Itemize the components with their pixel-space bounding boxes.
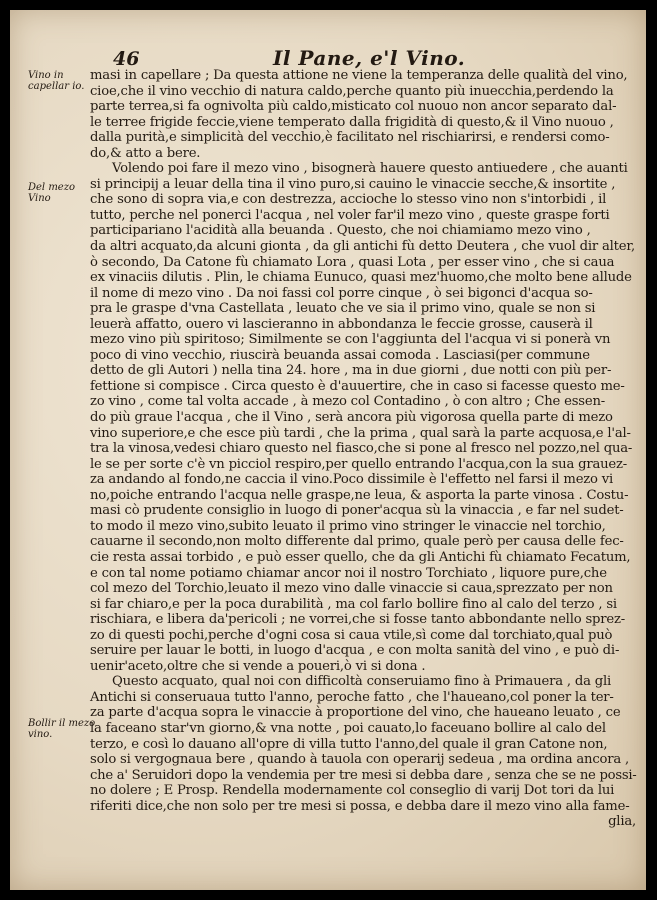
- text-line: da altri acquato,da alcuni gionta , da gli antichi fù detto Deutera , che vuol dir alter,: [90, 239, 635, 255]
- text-line: do,& atto a bere.: [90, 145, 201, 161]
- text-line: za parte d'acqua sopra le vinaccie à proportione del vino, che haueano leuato , ce: [90, 705, 621, 721]
- text-line: le se per sorte c'è vn picciol respiro,per quello entrando l'acqua,con la sua grauez-: [90, 456, 628, 472]
- margin-note: Del mezo Vino: [28, 182, 76, 204]
- text-line: ò secondo, Da Catone fù chiamato Lora , quasi Lota , per esser vino , che si caua: [90, 254, 615, 270]
- text-line: pra le graspe d'vna Castellata , leuato che ve sia il primo vino, quale se non si: [90, 301, 596, 317]
- text-line: seruire per lauar le botti, in luogo d'acqua , e con molta sanità del vino , e può di-: [90, 643, 620, 659]
- text-line: rischiara, e libera da'pericoli ; ne vorrei,che si fosse tanto abbondante nello sprez-: [90, 612, 625, 628]
- text-line: Questo acquato, qual noi con difficoltà conseruiamo fino à Primauera , da gli: [112, 674, 612, 690]
- text-line: e con tal nome potiamo chiamar ancor noi il nostro Torchiato , liquore pure,che: [90, 565, 607, 581]
- text-line: parte terrea,si fa ognivolta più caldo,misticato col nuouo non ancor separato dal-: [90, 99, 617, 115]
- text-line: si far chiaro,e per la poca durabilità , ma col farlo bollire fino al calo del terzo , si: [90, 596, 617, 612]
- text-line: detto de gli Autori ) nella tina 24. hore , ma in due giorni , due notti con più per-: [90, 363, 612, 379]
- text-line: solo si vergognaua bere , quando à tauola con operarij sedeua , ma ordina ancora ,: [90, 752, 629, 768]
- text-line: riferiti dice,che non solo per tre mesi si possa, e debba dare il mezo vino alla fame-: [90, 798, 630, 814]
- text-line: dalla purità,e simplicità del vecchio,è facilitato nel rischiarirsi, e rendersi como-: [90, 130, 610, 146]
- text-line: poco di vino vecchio, riuscirà beuanda assai comoda . Lasciasi(per commune: [90, 347, 590, 363]
- book-page: [10, 10, 646, 890]
- text-line: tra la vinosa,vedesi chiaro questo nel fiasco,che si pone al fresco nel pozzo,nel qua-: [90, 441, 633, 457]
- text-line: leuerà affatto, ouero vi lascieranno in abbondanza le feccie grosse, causerà il: [90, 316, 593, 332]
- text-line: zo vino , come tal volta accade , à mezo col Contadino , ò con altro ; Che essen-: [90, 394, 606, 410]
- text-line: to modo il mezo vino,subito leuato il primo vino stringer le vinaccie nel torchio,: [90, 518, 606, 534]
- text-line: masi cò prudente consiglio in luogo di poner'acqua sù la vinaccia , e far nel sudet-: [90, 503, 624, 519]
- text-line: Antichi si conseruaua tutto l'anno, peroche fatto , che l'haueano,col poner la ter-: [90, 689, 614, 705]
- text-line: il nome di mezo vino . Da noi fassi col porre cinque , ò sei bigonci d'acqua so-: [90, 285, 593, 301]
- text-line: masi in capellare ; Da questa attione ne viene la temperanza delle qualità del vino,: [90, 68, 628, 83]
- text-line: vino superiore,e che esce più tardi , che la prima , qual sarà la parte acquosa,e l'al-: [90, 425, 631, 441]
- running-title: Il Pane, e'l Vino.: [273, 46, 466, 70]
- page-number: 46: [113, 48, 140, 70]
- text-line: che a' Seruidori dopo la vendemia per tre mesi si debba dare , senza che se ne possi-: [90, 767, 637, 783]
- text-line: cie resta assai torbido , e può esser quello, che da gli Antichi fù chiamato Fecatum,: [90, 549, 631, 565]
- text-line: che sono di sopra via,e con destrezza, accioche lo stesso vino non s'intorbidi , il: [90, 192, 607, 208]
- text-line: cioe,che il vino vecchio di natura caldo,perche quanto più inuecchia,perdendo la: [90, 83, 614, 99]
- text-line: mezo vino più spiritoso; Similmente se con l'aggiunta del l'acqua vi si ponerà vn: [90, 332, 611, 348]
- text-line: zo di questi pochi,perche d'ogni cosa si caua vtile,sì come dal torchiato,qual può: [90, 627, 613, 643]
- text-line: glia,: [608, 814, 636, 830]
- text-line: no dolere ; E Prosp. Rendella modernamente col conseglio di varij Dot tori da lui: [90, 783, 615, 799]
- text-line: uenir'aceto,oltre che si vende a poueri,ò vi si dona .: [90, 658, 426, 674]
- text-line: Volendo poi fare il mezo vino , bisognerà hauere questo antiuedere , che auanti: [112, 161, 628, 177]
- text-line: col mezo del Torchio,leuato il mezo vino dalle vinaccie si caua,sprezzato per non: [90, 581, 613, 597]
- margin-note: Vino in capellar io.: [28, 70, 85, 92]
- body-text: [90, 68, 636, 830]
- text-line: participariano l'acidità alla beuanda . Questo, che noi chiamiamo mezo vino ,: [90, 223, 591, 239]
- text-line: la faceano star'vn giorno,& vna notte , poi cauato,lo faceuano bollire al calo del: [90, 720, 606, 736]
- text-line: do più graue l'acqua , che il Vino , serà ancora più vigorosa quella parte di mezo: [90, 410, 613, 426]
- text-line: no,poiche entrando l'acqua nelle graspe,ne leua, & asporta la parte vinosa . Costu-: [90, 487, 629, 503]
- margin-note: Bollir il mezo vino.: [28, 718, 96, 740]
- text-line: terzo, e così lo dauano all'opre di villa tutto l'anno,del quale il gran Catone non,: [90, 736, 608, 752]
- text-line: tutto, perche nel ponerci l'acqua , nel voler far'il mezo vino , queste graspe forti: [90, 207, 610, 223]
- text-line: ex vinaciis dilutis . Plin, le chiama Eunuco, quasi mez'huomo,che molto bene allude: [90, 270, 632, 286]
- text-line: le terree frigide feccie,viene temperato dalla frigidità di questo,& il Vino nuouo ,: [90, 114, 614, 130]
- text-line: si principij a leuar della tina il vino puro,si cauino le vinaccie secche,& insortite ,: [90, 176, 616, 192]
- text-line: fettione si compisce . Circa questo è d'auuertire, che in caso si facesse questo me-: [90, 378, 625, 394]
- text-line: za andando al fondo,ne caccia il vino.Poco dissimile è l'effetto nel farsi il mezo vi: [90, 472, 614, 488]
- text-line: cauarne il secondo,non molto differente dal primo, quale però per causa delle fec-: [90, 534, 624, 550]
